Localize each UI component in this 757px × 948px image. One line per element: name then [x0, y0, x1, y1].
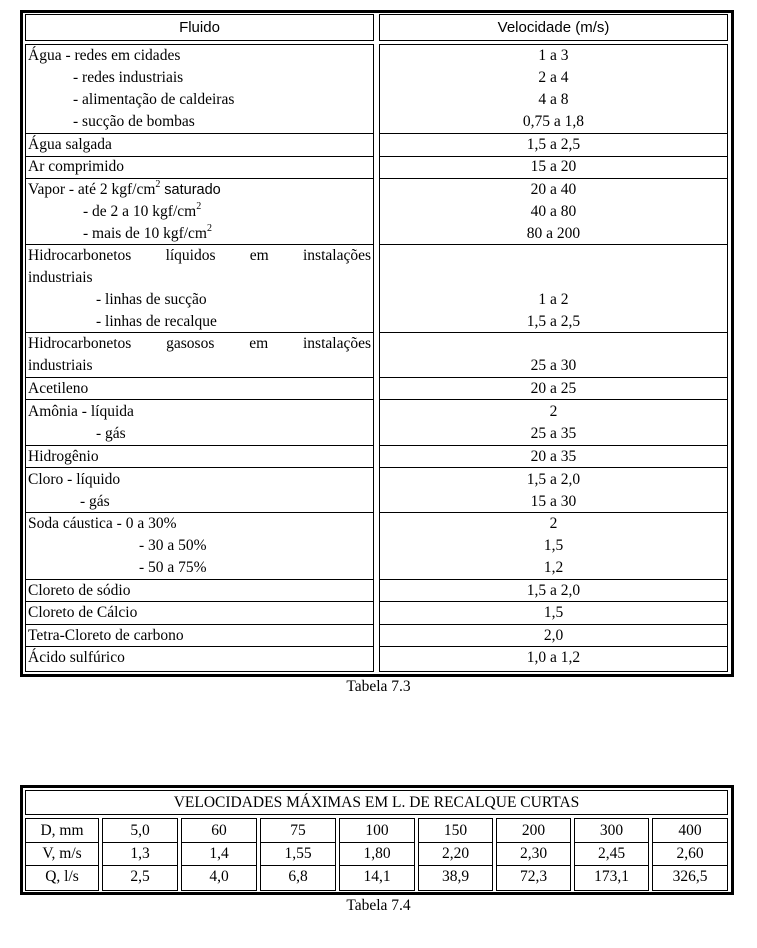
- data-cell: 326,5: [672, 868, 708, 885]
- velocidade-value: 1 a 3: [538, 47, 569, 64]
- velocidade-value: 25 a 35: [530, 425, 577, 442]
- velocidade-value: 20 a 40: [530, 181, 577, 198]
- fluido-amonia-gas: - gás: [96, 425, 126, 442]
- fluido-hidrocarbonetos-liquidos-2: industriais: [28, 269, 93, 286]
- velocidade-value: 20 a 35: [530, 448, 577, 465]
- row-label-v: V, m/s: [42, 845, 82, 862]
- fluido-vapor: Vapor - até 2 kgf/$cm^2$ saturado: [28, 179, 221, 198]
- velocidade-value: 2: [549, 515, 558, 532]
- data-column: [574, 818, 649, 891]
- data-cell: 6,8: [288, 868, 308, 885]
- data-cell: 2,5: [130, 868, 150, 885]
- fluido-ar-comprimido: Ar comprimido: [28, 158, 124, 175]
- header-velocidade: Velocidade (m/s): [497, 19, 610, 36]
- velocidade-value: 1,5 a 2,5: [526, 136, 581, 153]
- data-column: [260, 818, 336, 891]
- data-cell: 1,80: [363, 845, 391, 862]
- data-cell: 2,45: [597, 845, 626, 862]
- data-cell: 14,1: [363, 868, 391, 885]
- header-fluido-cell: [25, 14, 374, 41]
- data-cell: 38,9: [441, 868, 470, 885]
- velocidade-value: 4 a 8: [538, 91, 569, 108]
- data-cell: 300: [599, 822, 624, 839]
- fluido-acido-sulfurico: Ácido sulfúrico: [28, 649, 125, 666]
- fluido-agua: Água - redes em cidades: [28, 47, 181, 64]
- velocidade-value: 0,75 a 1,8: [522, 113, 585, 130]
- fluido-tetra-cloreto: Tetra-Cloreto de carbono: [28, 627, 184, 644]
- data-cell: 200: [521, 822, 546, 839]
- data-cell: 75: [290, 822, 306, 839]
- row-labels-cell: [25, 818, 99, 891]
- row-label-q: Q, l/s: [45, 868, 79, 885]
- fluido-linhas-recalque: - linhas de recalque: [96, 313, 217, 330]
- data-cell: 4,0: [209, 868, 229, 885]
- data-column: [652, 818, 728, 891]
- velocidade-value: 2 a 4: [538, 69, 569, 86]
- row-label-d: D, mm: [40, 822, 84, 839]
- fluido-hidrocarbonetos-liquidos: Hidrocarbonetos líquidos em instalações: [28, 247, 371, 264]
- velocidade-value: 15 a 30: [530, 493, 577, 510]
- fluido-cloreto-calcio: Cloreto de Cálcio: [28, 604, 138, 621]
- velocidade-value: 1,5: [543, 604, 564, 621]
- velocidade-value: 80 a 200: [526, 225, 581, 242]
- fluido-hidrocarbonetos-gasosos: Hidrocarbonetos gasosos em instalações: [28, 335, 371, 352]
- data-column: [418, 818, 493, 891]
- data-column: [496, 818, 571, 891]
- data-cell: 400: [678, 822, 702, 839]
- data-cell: 150: [443, 822, 468, 839]
- fluido-cloreto-sodio: Cloreto de sódio: [28, 582, 131, 599]
- fluido-linhas-succao: - linhas de sucção: [96, 291, 207, 308]
- fluido-hidrocarbonetos-gasosos-2: industriais: [28, 357, 93, 374]
- fluido-soda-caustica: Soda cáustica - 0 a 30%: [28, 515, 177, 532]
- caption-tabela-7-4: Tabela 7.4: [346, 897, 411, 914]
- fluido-agua-caldeiras: - alimentação de caldeiras: [73, 91, 235, 108]
- table-7-4-title-cell: [25, 790, 728, 815]
- fluido-hidrogenio: Hidrogênio: [28, 448, 99, 465]
- velocidade-value: 1,0 a 1,2: [526, 649, 581, 666]
- fluido-agua-industriais: - redes industriais: [73, 69, 184, 86]
- velocidade-value: 1 a 2: [538, 291, 569, 308]
- velocidade-value: 1,5: [543, 537, 564, 554]
- data-cell: 100: [365, 822, 389, 839]
- velocidade-value: 40 a 80: [530, 203, 577, 220]
- data-cell: 173,1: [594, 868, 629, 885]
- header-velocidade-cell: [379, 14, 728, 41]
- data-cell: 2,30: [519, 845, 548, 862]
- header-fluido: Fluido: [179, 19, 220, 36]
- fluido-vapor-mais-10: - mais de 10 kgf/$cm^2$: [83, 223, 212, 242]
- fluido-vapor-2-10: - de 2 a 10 kgf/$cm^2$: [83, 201, 202, 220]
- velocidade-column: [379, 44, 728, 672]
- fluido-soda-30-50: - 30 a 50%: [139, 537, 207, 554]
- fluido-amonia: Amônia - líquida: [28, 403, 134, 420]
- fluido-agua-bombas: - sucção de bombas: [73, 113, 195, 130]
- velocidade-value: 1,5 a 2,5: [526, 313, 581, 330]
- fluido-cloro-gas: - gás: [80, 493, 110, 510]
- velocidade-value: 15 a 20: [530, 158, 577, 175]
- data-cell: 2,60: [676, 845, 704, 862]
- velocidade-value: 25 a 30: [530, 357, 577, 374]
- velocidade-value: 1,5 a 2,0: [526, 582, 581, 599]
- fluido-soda-50-75: - 50 a 75%: [139, 559, 207, 576]
- data-column: [181, 818, 257, 891]
- data-column: [339, 818, 415, 891]
- data-cell: 2,20: [441, 845, 470, 862]
- velocidade-value: 20 a 25: [530, 380, 577, 397]
- table-7-4-title: VELOCIDADES MÁXIMAS EM L. DE RECALQUE CURTAS: [173, 794, 580, 811]
- data-column: [102, 818, 178, 891]
- velocidade-value: 1,5 a 2,0: [526, 471, 581, 488]
- superscript-2: 2: [155, 179, 161, 190]
- caption-tabela-7-3: Tabela 7.3: [346, 678, 411, 695]
- data-cell: 1,3: [130, 845, 150, 862]
- data-cell: 1,4: [209, 845, 229, 862]
- velocidade-value: 2: [549, 403, 558, 420]
- velocidade-value: 2,0: [543, 627, 564, 644]
- data-cell: 72,3: [519, 868, 548, 885]
- fluido-cloro: Cloro - líquido: [28, 471, 121, 488]
- velocidade-value: 1,2: [543, 559, 564, 576]
- fluido-agua-salgada: Água salgada: [28, 136, 112, 153]
- data-cell: 1,55: [284, 845, 312, 862]
- data-cell: 5,0: [130, 822, 150, 839]
- fluido-column: [25, 44, 374, 672]
- data-cell: 60: [211, 822, 227, 839]
- fluido-acetileno: Acetileno: [28, 380, 89, 397]
